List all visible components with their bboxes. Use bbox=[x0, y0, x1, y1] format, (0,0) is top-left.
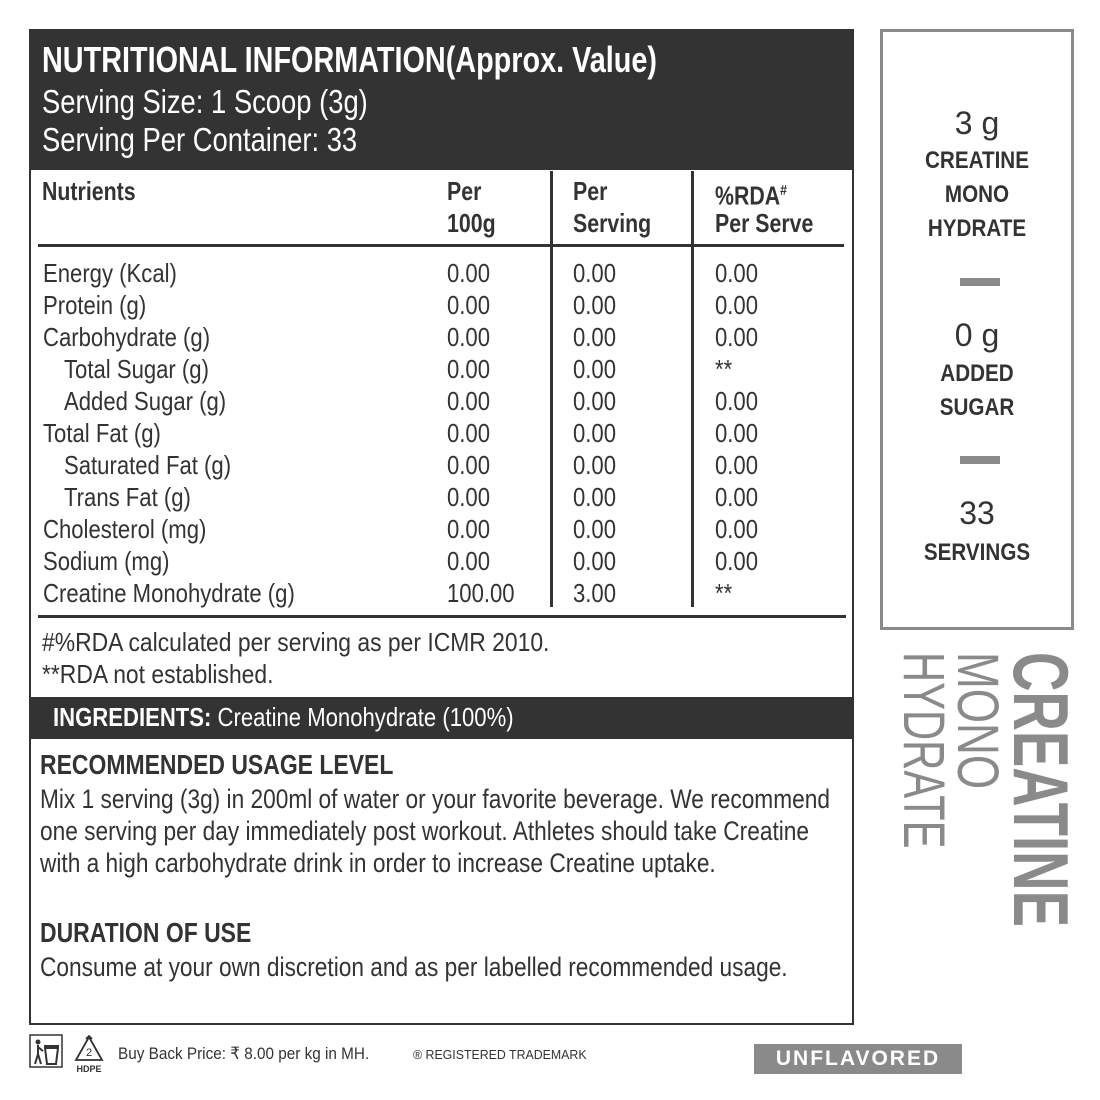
nutrient-name: Added Sugar (g) bbox=[64, 386, 227, 416]
value-rda: 0.00 bbox=[715, 258, 759, 288]
summary-divider-1 bbox=[960, 278, 1000, 286]
flavor-label: UNFLAVORED bbox=[775, 1047, 941, 1070]
nutrient-name: Total Sugar (g) bbox=[64, 354, 209, 384]
value-per-100g: 0.00 bbox=[447, 514, 491, 544]
product-name-line2: MONO bbox=[945, 652, 1010, 790]
nutrition-title: NUTRITIONAL INFORMATION(Approx. Value) bbox=[42, 39, 657, 80]
nutrient-name: Carbohydrate (g) bbox=[43, 322, 211, 352]
col-rda-line2: Per Serve bbox=[715, 208, 814, 238]
value-rda: 0.00 bbox=[715, 290, 759, 320]
value-per-serving: 0.00 bbox=[573, 386, 617, 416]
ingredients-bar bbox=[31, 697, 852, 739]
nutrient-row bbox=[31, 321, 852, 353]
buy-back-price: Buy Back Price: ₹ 8.00 per kg in MH. bbox=[118, 1044, 370, 1063]
value-per-100g: 0.00 bbox=[447, 386, 491, 416]
nutrient-row bbox=[31, 417, 852, 449]
creatine-label-line2: MONO bbox=[944, 181, 1010, 208]
footer bbox=[29, 1034, 749, 1078]
nutrient-row bbox=[31, 353, 852, 385]
nutrient-name: Trans Fat (g) bbox=[64, 482, 191, 512]
value-rda: ** bbox=[715, 578, 733, 608]
sugar-label-line2: SUGAR bbox=[939, 394, 1015, 421]
duration-text: Consume at your own discretion and as per labelled recommended usage. bbox=[40, 952, 788, 982]
value-per-serving: 0.00 bbox=[573, 482, 617, 512]
value-rda: 0.00 bbox=[715, 322, 759, 352]
value-per-100g: 0.00 bbox=[447, 546, 491, 576]
servings-per-container: Serving Per Container: 33 bbox=[42, 121, 358, 158]
value-per-serving: 0.00 bbox=[573, 354, 617, 384]
nutrient-name: Cholesterol (mg) bbox=[43, 514, 207, 544]
nutrient-name: Total Fat (g) bbox=[43, 418, 161, 448]
value-per-100g: 100.00 bbox=[447, 578, 515, 608]
value-per-serving: 0.00 bbox=[573, 258, 617, 288]
usage-text: Mix 1 serving (3g) in 200ml of water or your favorite beverage. We recommend one serving per day immediately post workout. Athletes should take Creatine with a high carbohydrate drink in order to increase Creatine uptake. bbox=[40, 784, 830, 878]
serving-size: Serving Size: 1 Scoop (3g) bbox=[42, 83, 368, 120]
creatine-amount: 3 g bbox=[954, 105, 1000, 141]
table-bottom-divider bbox=[38, 615, 846, 618]
value-per-serving: 0.00 bbox=[573, 450, 617, 480]
value-per-serving: 0.00 bbox=[573, 290, 617, 320]
value-per-100g: 0.00 bbox=[447, 354, 491, 384]
value-rda: 0.00 bbox=[715, 546, 759, 576]
nutrient-row bbox=[31, 385, 852, 417]
flavor-badge bbox=[754, 1044, 962, 1074]
summary-box bbox=[880, 29, 1074, 630]
nutrient-row bbox=[31, 513, 852, 545]
header-divider bbox=[38, 244, 844, 247]
nutrient-name: Energy (Kcal) bbox=[43, 258, 177, 288]
value-rda: 0.00 bbox=[715, 386, 759, 416]
value-rda: 0.00 bbox=[715, 482, 759, 512]
value-per-100g: 0.00 bbox=[447, 418, 491, 448]
duration-title: DURATION OF USE bbox=[40, 917, 252, 948]
nutrient-row bbox=[31, 577, 852, 609]
rda-calculation-note: #%RDA calculated per serving as per ICMR 2010. bbox=[42, 627, 550, 657]
value-per-serving: 0.00 bbox=[573, 418, 617, 448]
value-rda: 0.00 bbox=[715, 450, 759, 480]
nutrient-name: Creatine Monohydrate (g) bbox=[43, 578, 295, 608]
value-per-100g: 0.00 bbox=[447, 290, 491, 320]
nutrient-name: Sodium (mg) bbox=[43, 546, 170, 576]
value-rda: 0.00 bbox=[715, 418, 759, 448]
nutrition-panel bbox=[29, 29, 854, 1025]
servings-label: SERVINGS bbox=[923, 539, 1031, 566]
dispose-bin-icon bbox=[29, 1034, 63, 1068]
nutrient-row bbox=[31, 289, 852, 321]
product-name-line3: HYDRATE bbox=[891, 652, 956, 849]
value-per-serving: 3.00 bbox=[573, 578, 617, 608]
value-per-serving: 0.00 bbox=[573, 514, 617, 544]
value-per-100g: 0.00 bbox=[447, 450, 491, 480]
value-per-100g: 0.00 bbox=[447, 482, 491, 512]
registered-trademark: ® REGISTERED TRADEMARK bbox=[413, 1047, 587, 1062]
col-rda-line1: %RDA# bbox=[715, 180, 787, 211]
nutrient-row bbox=[31, 257, 852, 289]
col-perserving-line2: Serving bbox=[573, 208, 652, 238]
value-rda: ** bbox=[715, 354, 733, 384]
nutrient-name: Saturated Fat (g) bbox=[64, 450, 232, 480]
rda-not-established-note: **RDA not established. bbox=[42, 659, 274, 689]
sugar-amount: 0 g bbox=[954, 317, 1000, 353]
creatine-label-line3: HYDRATE bbox=[927, 215, 1027, 242]
col-per100-line2: 100g bbox=[447, 208, 496, 238]
col-perserving-line1: Per bbox=[573, 176, 608, 206]
nutrition-header bbox=[31, 31, 852, 170]
nutrient-row bbox=[31, 545, 852, 577]
nutrient-name: Protein (g) bbox=[43, 290, 147, 320]
nutrient-row bbox=[31, 449, 852, 481]
value-per-100g: 0.00 bbox=[447, 322, 491, 352]
servings-amount: 33 bbox=[959, 495, 995, 531]
col-nutrients: Nutrients bbox=[42, 176, 136, 206]
ingredients-text bbox=[53, 702, 514, 733]
recycle-material: HDPE bbox=[76, 1064, 102, 1074]
ingredients-label: INGREDIENTS: bbox=[53, 702, 212, 732]
summary-divider-2 bbox=[960, 456, 1000, 464]
value-per-100g: 0.00 bbox=[447, 258, 491, 288]
ingredients-value: Creatine Monohydrate (100%) bbox=[211, 702, 514, 732]
sugar-label-line1: ADDED bbox=[940, 360, 1014, 387]
recycle-icon bbox=[73, 1034, 105, 1076]
nutrient-row bbox=[31, 481, 852, 513]
value-rda: 0.00 bbox=[715, 514, 759, 544]
value-per-serving: 0.00 bbox=[573, 546, 617, 576]
product-name-line1: CREATINE bbox=[997, 652, 1085, 928]
value-per-serving: 0.00 bbox=[573, 322, 617, 352]
usage-title: RECOMMENDED USAGE LEVEL bbox=[40, 749, 394, 780]
col-per100-line1: Per bbox=[447, 176, 482, 206]
creatine-label-line1: CREATINE bbox=[925, 147, 1029, 174]
recycle-code: 2 bbox=[85, 1047, 93, 1059]
